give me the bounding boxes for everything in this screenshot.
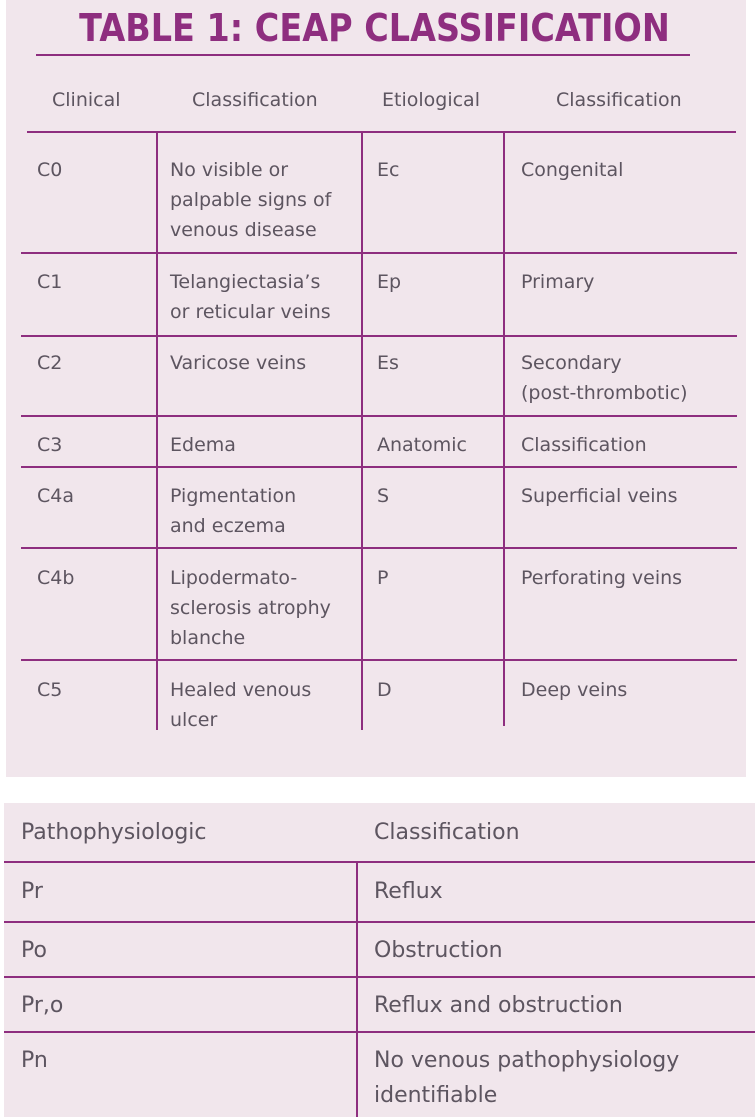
cell-clinical-description: Edema (170, 434, 236, 456)
cell-clinical-description: Pigmentation and eczema (170, 485, 297, 537)
cell-clinical-code: C1 (37, 271, 63, 293)
cell-patho-description: No venous pathophysiology identifiable (374, 1048, 680, 1108)
cell-patho-code: Po (21, 938, 47, 963)
cell-etiological-code: Es (377, 352, 399, 374)
header-classification-clinical: Classification (192, 89, 318, 111)
row-divider (4, 976, 755, 978)
cell-etiological-description: Congenital (521, 159, 624, 181)
cell-clinical-description: Healed venous ulcer (170, 679, 312, 731)
cell-patho-description: Reflux (374, 879, 443, 904)
row-divider (4, 1031, 755, 1033)
header-classification-etiological: Classification (556, 89, 682, 111)
cell-etiological-description: Secondary (post-thrombotic) (521, 352, 688, 404)
cell-etiological-code: P (377, 567, 389, 589)
cell-etiological-description: Classification (521, 434, 647, 456)
cell-clinical-code: C3 (37, 434, 63, 456)
cell-clinical-description: No visible or palpable signs of venous disease (170, 159, 332, 241)
cell-etiological-code: S (377, 485, 390, 507)
cell-etiological-description: Superficial veins (521, 485, 678, 507)
header-classification-pathophysiologic: Classification (374, 820, 520, 845)
cell-etiological-code: Anatomic (377, 434, 467, 456)
cell-patho-code: Pr,o (21, 993, 64, 1018)
cell-etiological-code: D (377, 679, 392, 701)
header-clinical: Clinical (52, 89, 121, 111)
cell-clinical-code: C0 (37, 159, 63, 181)
header-pathophysiologic: Pathophysiologic (21, 820, 207, 845)
cell-clinical-description: Lipodermato- sclerosis atrophy blanche (170, 567, 331, 649)
cell-clinical-code: C2 (37, 352, 63, 374)
cell-patho-code: Pr (21, 879, 43, 904)
cell-clinical-description: Telangiectasia’s or reticular veins (170, 271, 331, 323)
cell-etiological-code: Ep (377, 271, 402, 293)
cell-clinical-description: Varicose veins (170, 352, 307, 374)
cell-clinical-code: C4a (37, 485, 74, 507)
cell-patho-description: Reflux and obstruction (374, 993, 623, 1018)
cell-clinical-code: C5 (37, 679, 63, 701)
header-etiological: Etiological (382, 89, 480, 111)
cell-patho-description: Obstruction (374, 938, 503, 963)
column-divider (356, 862, 358, 1117)
header-divider (4, 861, 755, 863)
cell-etiological-description: Deep veins (521, 679, 628, 701)
cell-etiological-code: Ec (377, 159, 400, 181)
row-divider (4, 921, 755, 923)
cell-clinical-code: C4b (37, 567, 75, 589)
table-title: TABLE 1: CEAP CLASSIFICATION (79, 6, 670, 50)
cell-etiological-description: Perforating veins (521, 567, 683, 589)
cell-etiological-description: Primary (521, 271, 595, 293)
cell-patho-code: Pn (21, 1048, 48, 1073)
